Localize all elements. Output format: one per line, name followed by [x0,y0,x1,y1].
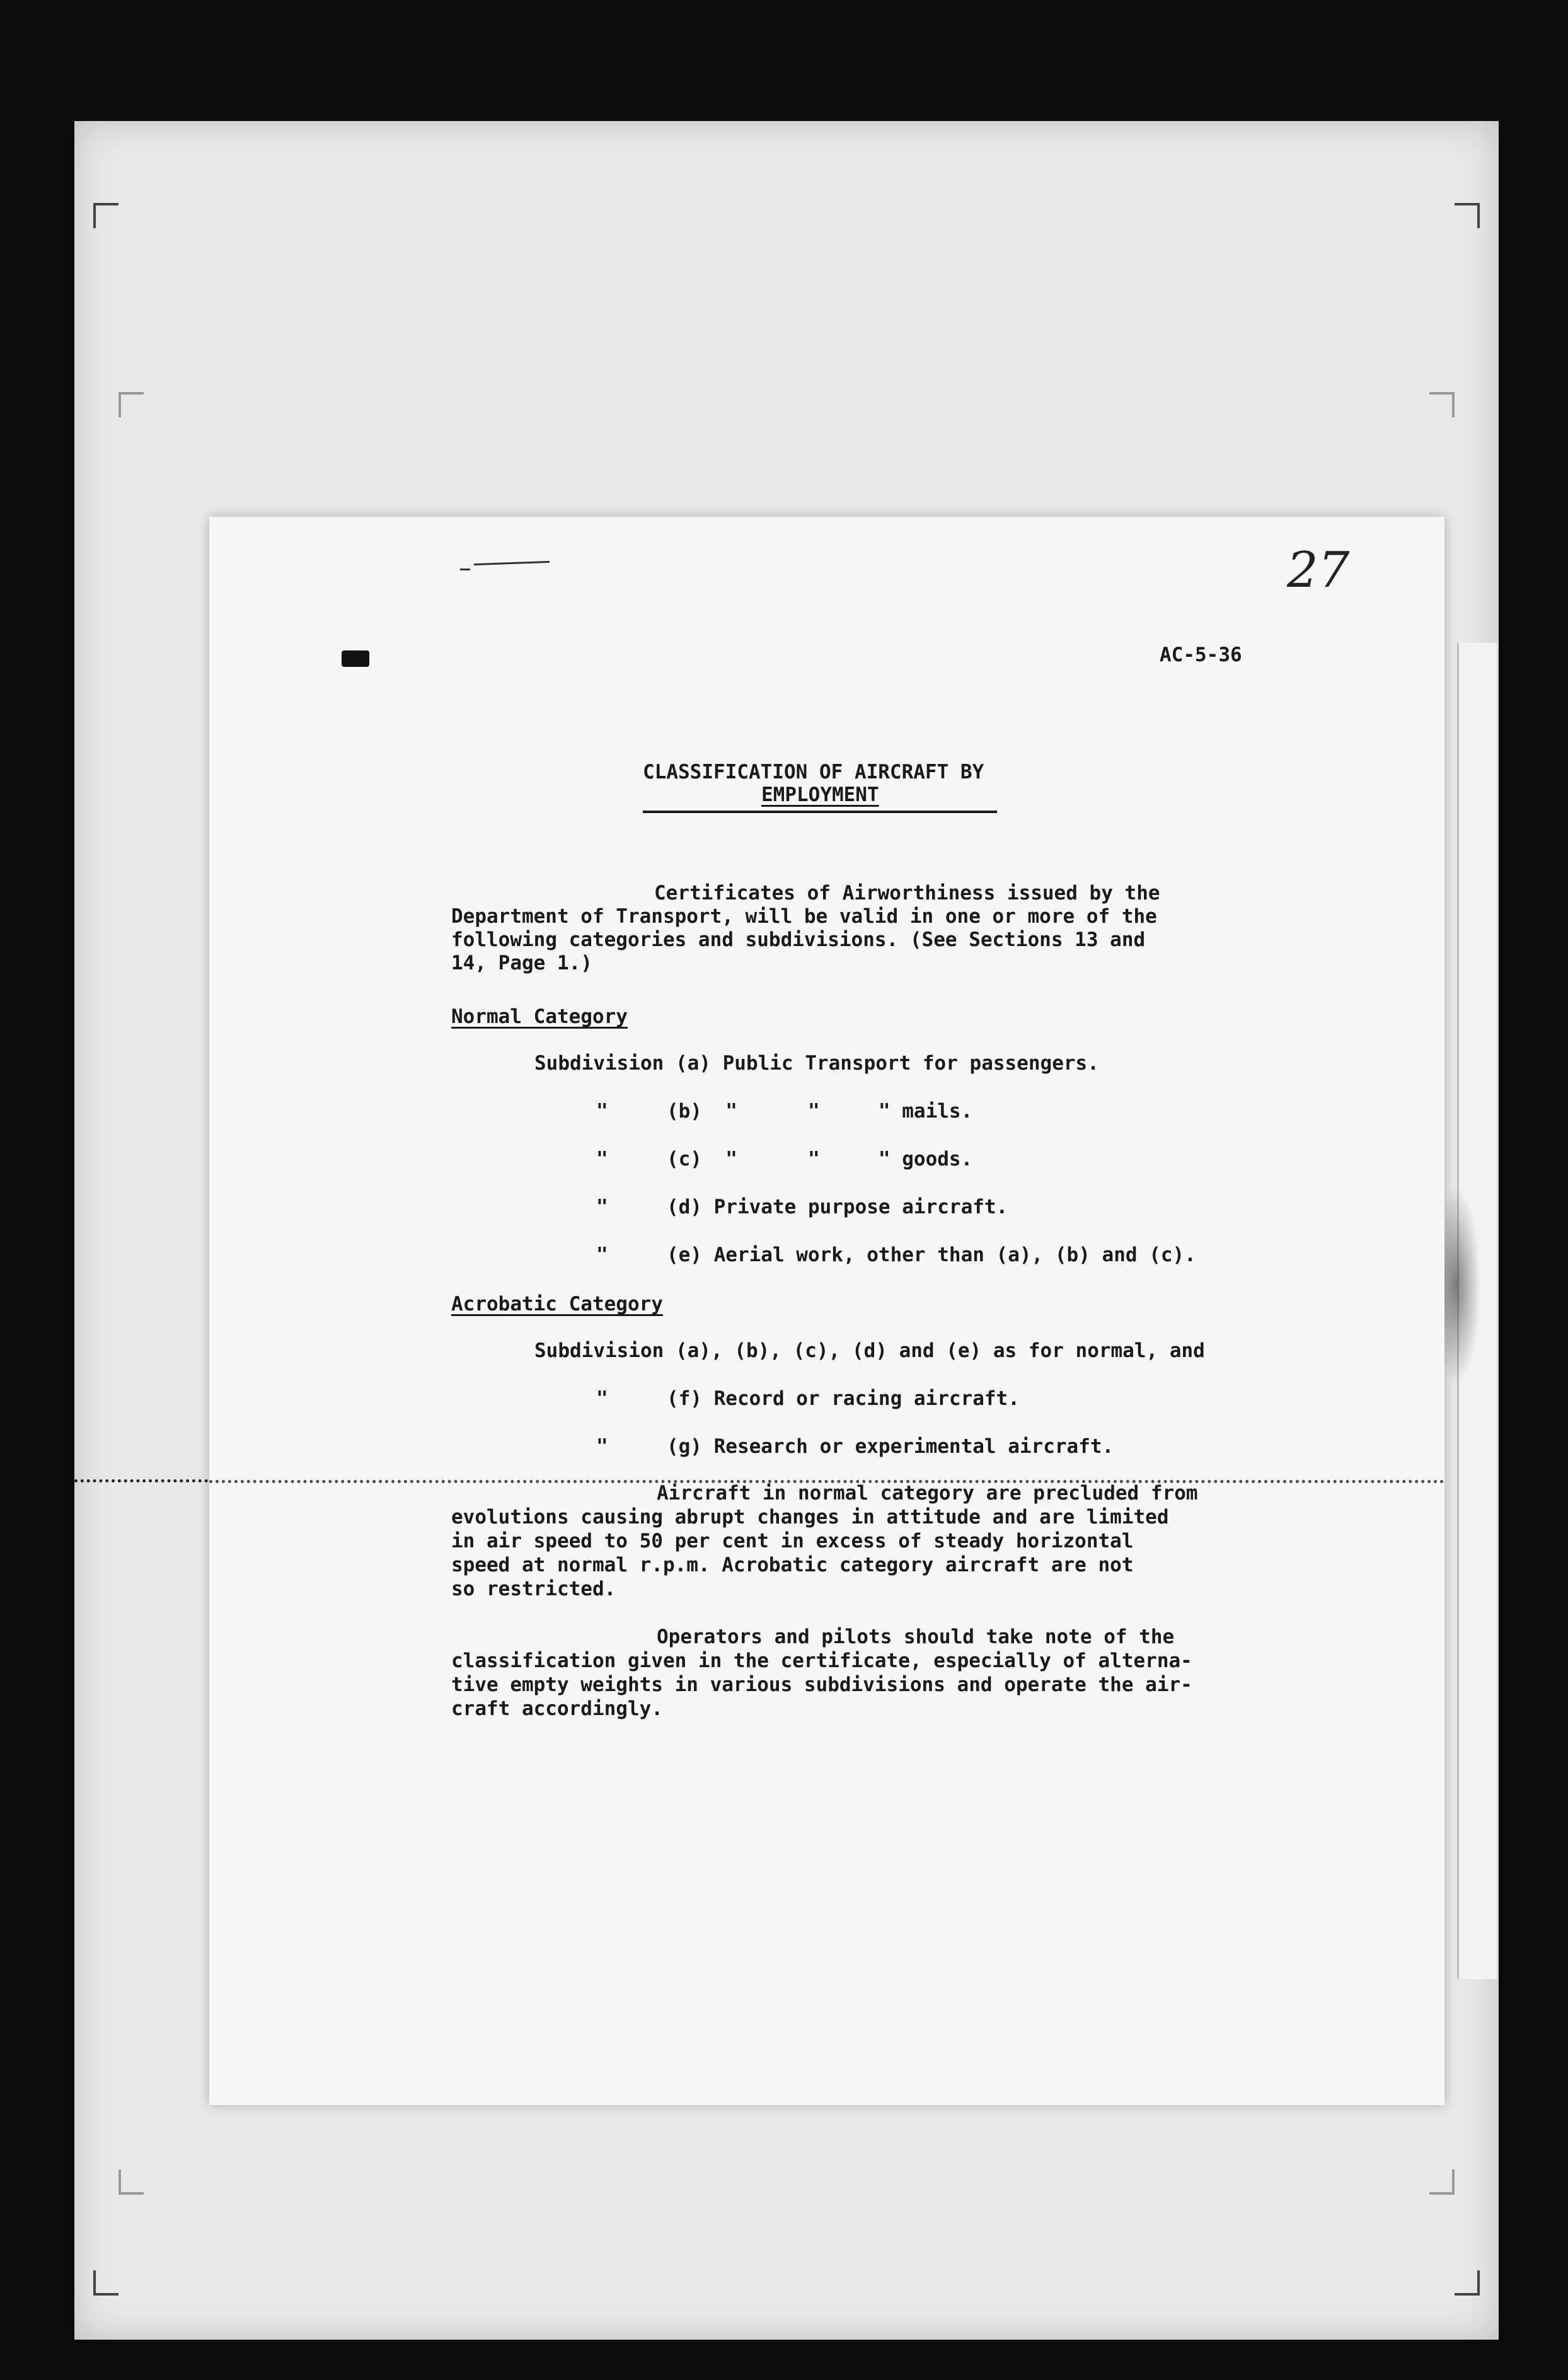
title-line-2: EMPLOYMENT [761,783,879,806]
punch-hole-mark [342,650,369,667]
crop-mark-inner-top-left [118,392,144,417]
paragraph2-line-5: so restricted. [451,1578,616,1600]
acrobatic-item-f: " (f) Record or racing aircraft. [596,1387,1020,1410]
normal-item-c: " (c) " " " goods. [596,1148,973,1170]
paragraph3-line-2: classification given in the certificate, especially of alterna- [451,1649,1192,1672]
crop-mark-inner-bottom-right [1429,2169,1455,2195]
acrobatic-category-heading: Acrobatic Category [451,1293,663,1315]
crop-mark-top-left [93,203,118,228]
paragraph3-line-1: Operators and pilots should take note of the [657,1626,1175,1648]
pencil-mark [474,561,550,565]
paragraph2-line-3: in air speed to 50 per cent in excess of steady horizontal [451,1530,1134,1552]
crop-mark-bottom-right [1455,2270,1480,2296]
intro-line-3: following categories and subdivisions. (See Sections 13 and [451,928,1146,951]
normal-item-b: " (b) " " " mails. [596,1100,973,1123]
acrobatic-item-g: " (g) Research or experimental aircraft. [596,1435,1114,1458]
paragraph2-line-2: evolutions causing abrupt changes in attitude and are limited [451,1506,1169,1528]
title-line-1: CLASSIFICATION OF AIRCRAFT BY [643,761,984,783]
document-number: AC-5-36 [1160,644,1242,666]
paragraph2-line-1: Aircraft in normal category are precluded from [657,1482,1198,1505]
paragraph3-line-3: tive empty weights in various subdivisions and operate the air- [451,1673,1192,1696]
intro-line-4: 14, Page 1.) [451,952,592,974]
normal-item-a: Subdivision (a) Public Transport for passengers. [534,1052,1099,1075]
intro-line-2: Department of Transport, will be valid in one or more of the [451,905,1157,928]
acrobatic-item-a-e: Subdivision (a), (b), (c), (d) and (e) as for normal, and [534,1339,1205,1362]
handwritten-page-number: 27 [1287,542,1350,599]
crop-mark-top-right [1455,203,1480,228]
normal-item-d: " (d) Private purpose aircraft. [596,1196,1008,1218]
normal-category-heading: Normal Category [451,1005,628,1028]
paragraph3-line-4: craft accordingly. [451,1697,663,1720]
crop-mark-inner-top-right [1429,392,1455,417]
normal-item-e: " (e) Aerial work, other than (a), (b) and (c). [596,1244,1196,1266]
document-sheet [209,517,1444,2105]
crop-mark-bottom-left [93,2270,118,2296]
intro-line-1: Certificates of Airworthiness issued by the [654,882,1160,904]
paragraph2-line-4: speed at normal r.p.m. Acrobatic category aircraft are not [451,1554,1134,1576]
crop-mark-inner-bottom-left [118,2169,144,2195]
pencil-mark-dot [460,569,470,570]
title-rule [643,811,997,813]
